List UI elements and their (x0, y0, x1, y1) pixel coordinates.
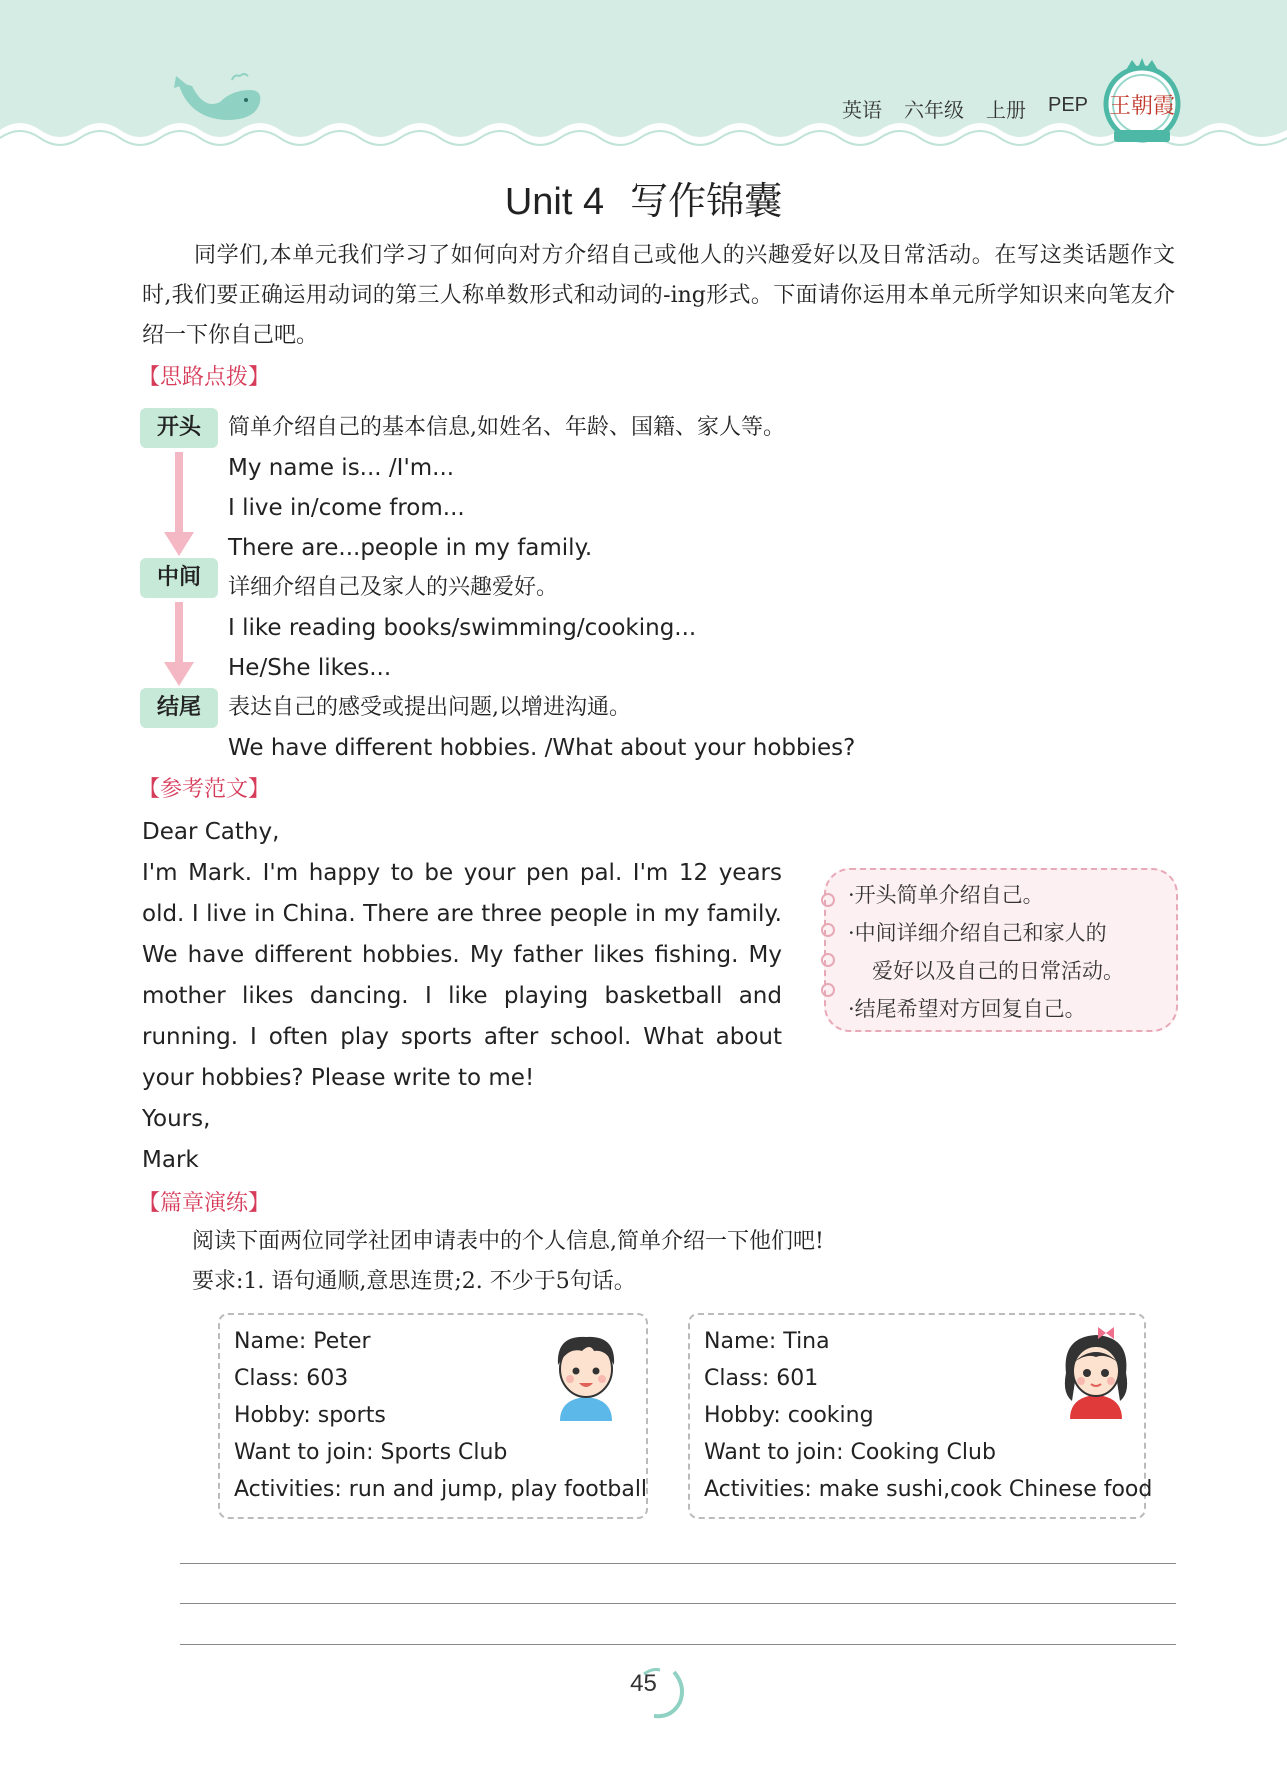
section-thinking: 【思路点拨】 (138, 365, 271, 390)
step-start-line-3: There are...people in my family. (228, 535, 593, 561)
card-activities: Activities: run and jump, play football (234, 1477, 648, 1502)
card-class: Class: 601 (704, 1366, 819, 1391)
task-instruction: 阅读下面两位同学社团申请表中的个人信息,简单介绍一下他们吧! (192, 1229, 824, 1254)
step-tag-end: 结尾 (140, 688, 218, 728)
step-middle-line-1: I like reading books/swimming/cooking... (228, 615, 697, 641)
section-sample: 【参考范文】 (138, 777, 271, 802)
whale-icon (170, 72, 270, 132)
info-card-peter (218, 1313, 648, 1519)
letter-closing: Yours, (142, 1106, 211, 1132)
title-cn: 写作锦囊 (630, 181, 783, 223)
step-end-line-1: We have different hobbies. /What about your hobbies? (228, 735, 856, 761)
step-tag-start: 开头 (140, 408, 218, 448)
letter-signature: Mark (142, 1147, 199, 1173)
tip-note (824, 868, 1178, 1032)
card-hobby: Hobby: cooking (704, 1403, 874, 1428)
breadcrumb-grade: 六年级 (904, 100, 964, 122)
page-number: 45 (630, 1670, 657, 1697)
note-item-2: ·中间详细介绍自己和家人的 (848, 921, 1107, 945)
breadcrumb-edition: PEP (1048, 94, 1089, 116)
letter-body: I'm Mark. I'm happy to be your pen pal. I'm 12 years old. I live in China. There are three people in my family. We have different hobbies. My father likes fishing. My mother likes dancing. I like playing basketball and running. I often play sports after school. What about your hobbies? Please write to me! (142, 860, 782, 1091)
step-start-desc: 简单介绍自己的基本信息,如姓名、年龄、国籍、家人等。 (228, 415, 785, 440)
card-join: Want to join: Cooking Club (704, 1440, 996, 1465)
step-middle-desc: 详细介绍自己及家人的兴趣爱好。 (228, 575, 559, 600)
step-end-desc: 表达自己的感受或提出问题,以增进沟通。 (228, 695, 631, 720)
info-card-tina (688, 1313, 1153, 1519)
writing-line[interactable] (180, 1644, 1176, 1645)
card-join: Want to join: Sports Club (234, 1440, 508, 1465)
intro-paragraph: 同学们,本单元我们学习了如何向对方介绍自己或他人的兴趣爱好以及日常活动。在写这类话题作文时,我们要正确运用动词的第三人称单数形式和动词的-ing形式。下面请你运用本单元所学知识来向笔友介绍一下你自己吧。 (142, 243, 1175, 348)
letter-greeting: Dear Cathy, (142, 819, 280, 845)
card-activities: Activities: make sushi,cook Chinese food (704, 1477, 1153, 1502)
card-hobby: Hobby: sports (234, 1403, 386, 1428)
brand-logo (1102, 58, 1182, 148)
card-class: Class: 603 (234, 1366, 349, 1391)
sample-letter (142, 812, 782, 1181)
step-start-line-2: I live in/come from... (228, 495, 465, 521)
arrow-down-icon (164, 602, 194, 686)
arrow-down-icon (164, 452, 194, 556)
note-item-4: ·结尾希望对方回复自己。 (848, 997, 1086, 1021)
writing-line[interactable] (180, 1603, 1176, 1604)
page-title (0, 170, 1287, 225)
unit-label: Unit 4 (504, 181, 605, 223)
card-name: Name: Peter (234, 1329, 371, 1354)
step-start-line-1: My name is... /I'm... (228, 455, 455, 481)
step-tag-middle: 中间 (140, 558, 218, 598)
breadcrumb-volume: 上册 (986, 100, 1026, 122)
task-requirement: 要求:1. 语句通顺,意思连贯;2. 不少于5句话。 (192, 1269, 636, 1294)
svg-text:王朝霞: 王朝霞 (1108, 94, 1176, 119)
section-practice: 【篇章演练】 (138, 1191, 271, 1216)
boy-avatar-icon (546, 1325, 626, 1421)
writing-line[interactable] (180, 1563, 1176, 1564)
breadcrumb-subject: 英语 (842, 100, 882, 122)
note-item-3: 爱好以及自己的日常活动。 (872, 959, 1124, 983)
card-name: Name: Tina (704, 1329, 830, 1354)
note-item-1: ·开头简单介绍自己。 (848, 883, 1044, 907)
breadcrumb (842, 94, 1088, 123)
step-middle-line-2: He/She likes... (228, 655, 392, 681)
spiral-binding-icon (816, 890, 840, 1010)
girl-avatar-icon (1056, 1323, 1136, 1419)
